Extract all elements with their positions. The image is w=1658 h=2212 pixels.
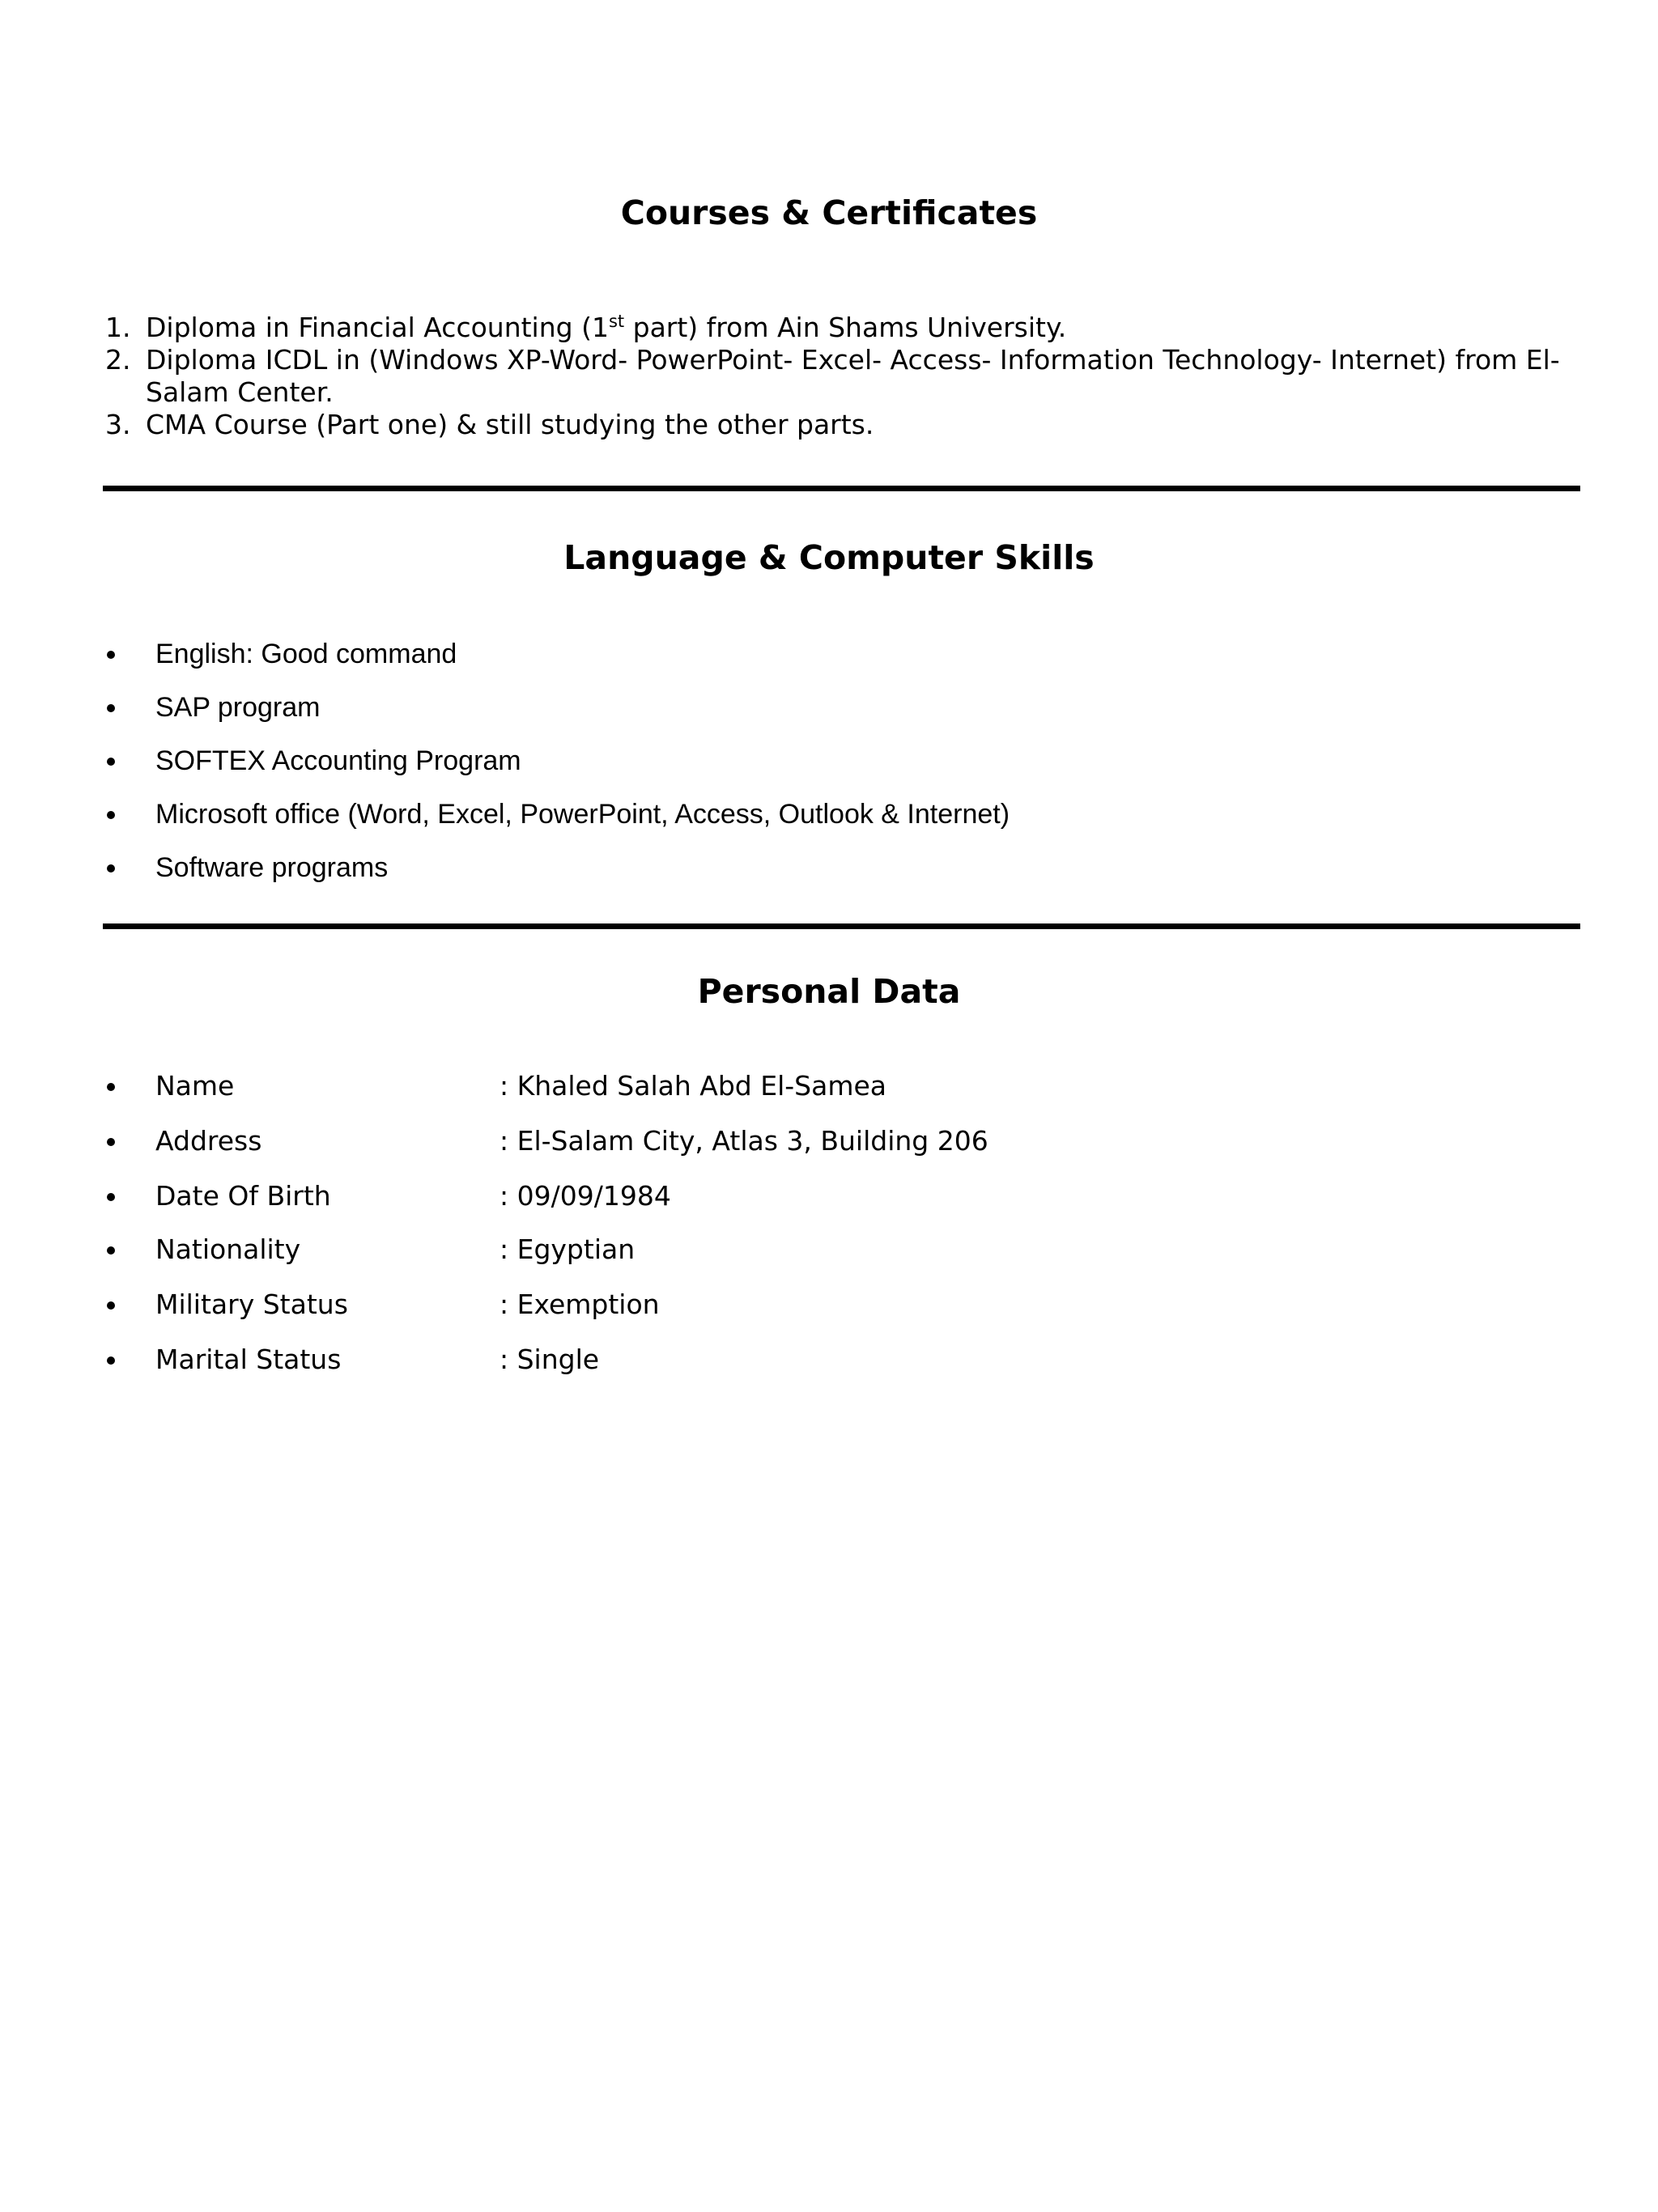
personal-label: Date Of Birth [155, 1180, 331, 1212]
personal-label: Marital Status [155, 1344, 342, 1375]
course-text: CMA Course (Part one) & still studying the other parts. [146, 409, 874, 440]
course-item [105, 344, 1587, 409]
personal-heading: Personal Data [697, 972, 961, 1011]
personal-value: : Exemption [500, 1289, 660, 1320]
personal-value: : 09/09/1984 [500, 1180, 671, 1212]
skills-heading: Language & Computer Skills [563, 538, 1095, 577]
personal-value: : El-Salam City, Atlas 3, Building 206 [500, 1125, 988, 1157]
personal-label: Name [155, 1070, 235, 1102]
courses-heading: Courses & Certificates [620, 193, 1038, 232]
personal-label: Nationality [155, 1233, 301, 1265]
bullet-icon [107, 1246, 115, 1255]
bullet-icon [107, 1301, 115, 1310]
course-text: Diploma in Financial Accounting (1 [146, 312, 609, 343]
course-item [105, 312, 1587, 344]
course-number: 1. [105, 312, 131, 343]
course-number: 3. [105, 409, 131, 440]
bullet-icon [107, 704, 115, 712]
course-item [105, 409, 1587, 441]
bullet-icon [107, 1193, 115, 1201]
bullet-icon [107, 1138, 115, 1146]
personal-value: : Single [500, 1344, 600, 1375]
bullet-icon [107, 758, 115, 766]
skill-text: SOFTEX Accounting Program [155, 745, 521, 776]
section-divider [103, 486, 1580, 491]
bullet-icon [107, 811, 115, 819]
section-divider [103, 923, 1580, 929]
skill-text: SAP program [155, 692, 321, 723]
skill-text: English: Good command [155, 639, 457, 669]
course-number: 2. [105, 344, 131, 376]
personal-value: : Egyptian [500, 1233, 636, 1265]
skill-text: Software programs [155, 852, 389, 883]
course-superscript: st [608, 312, 625, 331]
bullet-icon [107, 1083, 115, 1091]
personal-label: Military Status [155, 1289, 348, 1320]
bullet-icon [107, 651, 115, 659]
course-text-cont: part) from Ain Shams University. [624, 312, 1067, 343]
personal-label: Address [155, 1125, 262, 1157]
courses-list [105, 312, 1587, 441]
bullet-icon [107, 1356, 115, 1365]
course-text: Diploma ICDL in (Windows XP-Word- PowerPoint- Excel- Access- Information Technology- Internet) from El-Salam Center. [146, 344, 1560, 408]
personal-value: : Khaled Salah Abd El-Samea [500, 1070, 886, 1102]
skill-text: Microsoft office (Word, Excel, PowerPoint, Access, Outlook & Internet) [155, 799, 1010, 830]
bullet-icon [107, 864, 115, 872]
